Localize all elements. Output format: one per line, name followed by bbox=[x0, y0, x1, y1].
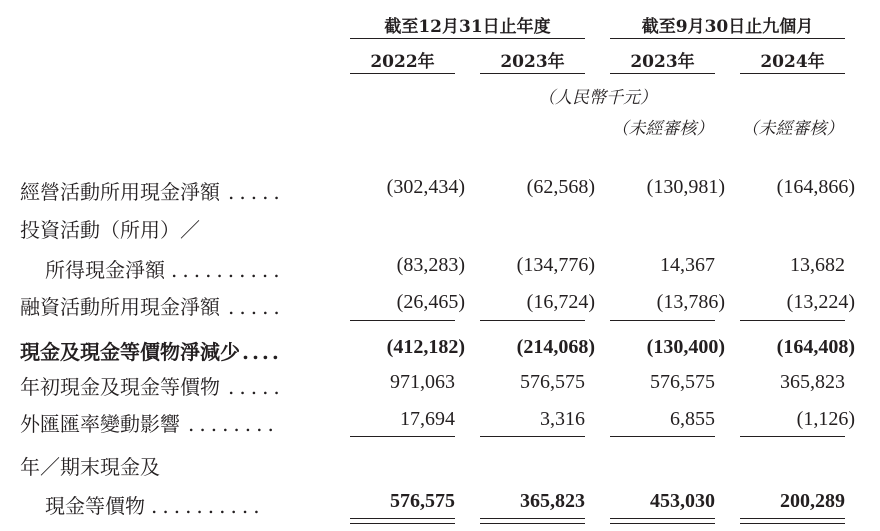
cell-net-decrease-2023-fy: (214,068) bbox=[516, 336, 595, 358]
row-label-investing-line1: 投資活動（所用）／ bbox=[20, 218, 200, 242]
cell-investing-2023-fy: (134,776) bbox=[516, 254, 595, 276]
cell-financing-2023-fy: (16,724) bbox=[526, 291, 595, 313]
cell-operating-2022: (302,434) bbox=[386, 176, 465, 198]
cell-beginning-cash-2022: 971,063 bbox=[390, 371, 455, 393]
double-rule-bottom bbox=[480, 523, 585, 524]
cell-ending-cash-2023-9m: 453,030 bbox=[650, 490, 715, 512]
cell-financing-2023-9m: (13,786) bbox=[656, 291, 725, 313]
total-rule bbox=[740, 436, 845, 437]
cell-beginning-cash-2023-9m: 576,575 bbox=[650, 371, 715, 393]
header-group-rule-fy bbox=[350, 38, 585, 39]
total-rule bbox=[480, 436, 585, 437]
cell-operating-2024-9m: (164,866) bbox=[776, 176, 855, 198]
year-rule bbox=[740, 73, 845, 74]
cell-investing-2023-9m: 14,367 bbox=[660, 254, 715, 276]
subtotal-rule bbox=[480, 320, 585, 321]
double-rule-bottom bbox=[350, 523, 455, 524]
double-rule-bottom bbox=[740, 523, 845, 524]
header-group-nine-months: 截至9月30日止九個月 bbox=[641, 17, 814, 37]
double-rule-bottom bbox=[610, 523, 715, 524]
cell-beginning-cash-2023-fy: 576,575 bbox=[520, 371, 585, 393]
double-rule-top bbox=[480, 518, 585, 519]
cell-investing-2024-9m: 13,682 bbox=[790, 254, 845, 276]
cell-financing-2024-9m: (13,224) bbox=[786, 291, 855, 313]
total-rule bbox=[350, 436, 455, 437]
cell-investing-2022: (83,283) bbox=[396, 254, 465, 276]
cell-operating-2023-9m: (130,981) bbox=[646, 176, 725, 198]
row-label-net-decrease: 現金及現金等價物淨減少 .... bbox=[20, 340, 282, 364]
cell-fx-effect-2023-fy: 3,316 bbox=[540, 408, 585, 430]
subtotal-rule bbox=[740, 320, 845, 321]
unaudited-note-2024: （未經審核） bbox=[741, 119, 844, 139]
subtotal-rule bbox=[350, 320, 455, 321]
subtotal-rule bbox=[610, 320, 715, 321]
cell-net-decrease-2022: (412,182) bbox=[386, 336, 465, 358]
row-label-financing: 融資活動所用現金淨額 ..... bbox=[20, 295, 285, 319]
cell-fx-effect-2022: 17,694 bbox=[400, 408, 455, 430]
double-rule-top bbox=[610, 518, 715, 519]
double-rule-top bbox=[350, 518, 455, 519]
row-label-ending-cash-line2: 現金等價物 .......... bbox=[45, 494, 265, 518]
year-header-2022: 2022年 bbox=[370, 52, 435, 72]
row-label-ending-cash-line1: 年／期末現金及 bbox=[20, 455, 160, 479]
row-label-investing-line2: 所得現金淨額 .......... bbox=[45, 258, 285, 282]
year-header-2024-9m: 2024年 bbox=[760, 52, 825, 72]
total-rule bbox=[610, 436, 715, 437]
cell-ending-cash-2023-fy: 365,823 bbox=[520, 490, 585, 512]
cell-fx-effect-2024-9m: (1,126) bbox=[796, 408, 855, 430]
row-label-fx-effect: 外匯匯率變動影響 ........ bbox=[20, 412, 279, 436]
cell-net-decrease-2023-9m: (130,400) bbox=[646, 336, 725, 358]
year-rule bbox=[610, 73, 715, 74]
row-label-operating: 經營活動所用現金淨額 ..... bbox=[20, 180, 285, 204]
cell-fx-effect-2023-9m: 6,855 bbox=[670, 408, 715, 430]
year-header-2023-fy: 2023年 bbox=[500, 52, 565, 72]
unit-note: （人民幣千元） bbox=[538, 88, 657, 108]
year-header-2023-9m: 2023年 bbox=[630, 52, 695, 72]
unaudited-note-2023: （未經審核） bbox=[611, 119, 714, 139]
cell-operating-2023-fy: (62,568) bbox=[526, 176, 595, 198]
cell-ending-cash-2022: 576,575 bbox=[390, 490, 455, 512]
cell-financing-2022: (26,465) bbox=[396, 291, 465, 313]
cell-ending-cash-2024-9m: 200,289 bbox=[780, 490, 845, 512]
cell-beginning-cash-2024-9m: 365,823 bbox=[780, 371, 845, 393]
row-label-beginning-cash: 年初現金及現金等價物 ..... bbox=[20, 375, 285, 399]
double-rule-top bbox=[740, 518, 845, 519]
header-group-rule-9m bbox=[610, 38, 845, 39]
cell-net-decrease-2024-9m: (164,408) bbox=[776, 336, 855, 358]
year-rule bbox=[350, 73, 455, 74]
header-group-fiscal-year: 截至12月31日止年度 bbox=[384, 17, 551, 37]
year-rule bbox=[480, 73, 585, 74]
